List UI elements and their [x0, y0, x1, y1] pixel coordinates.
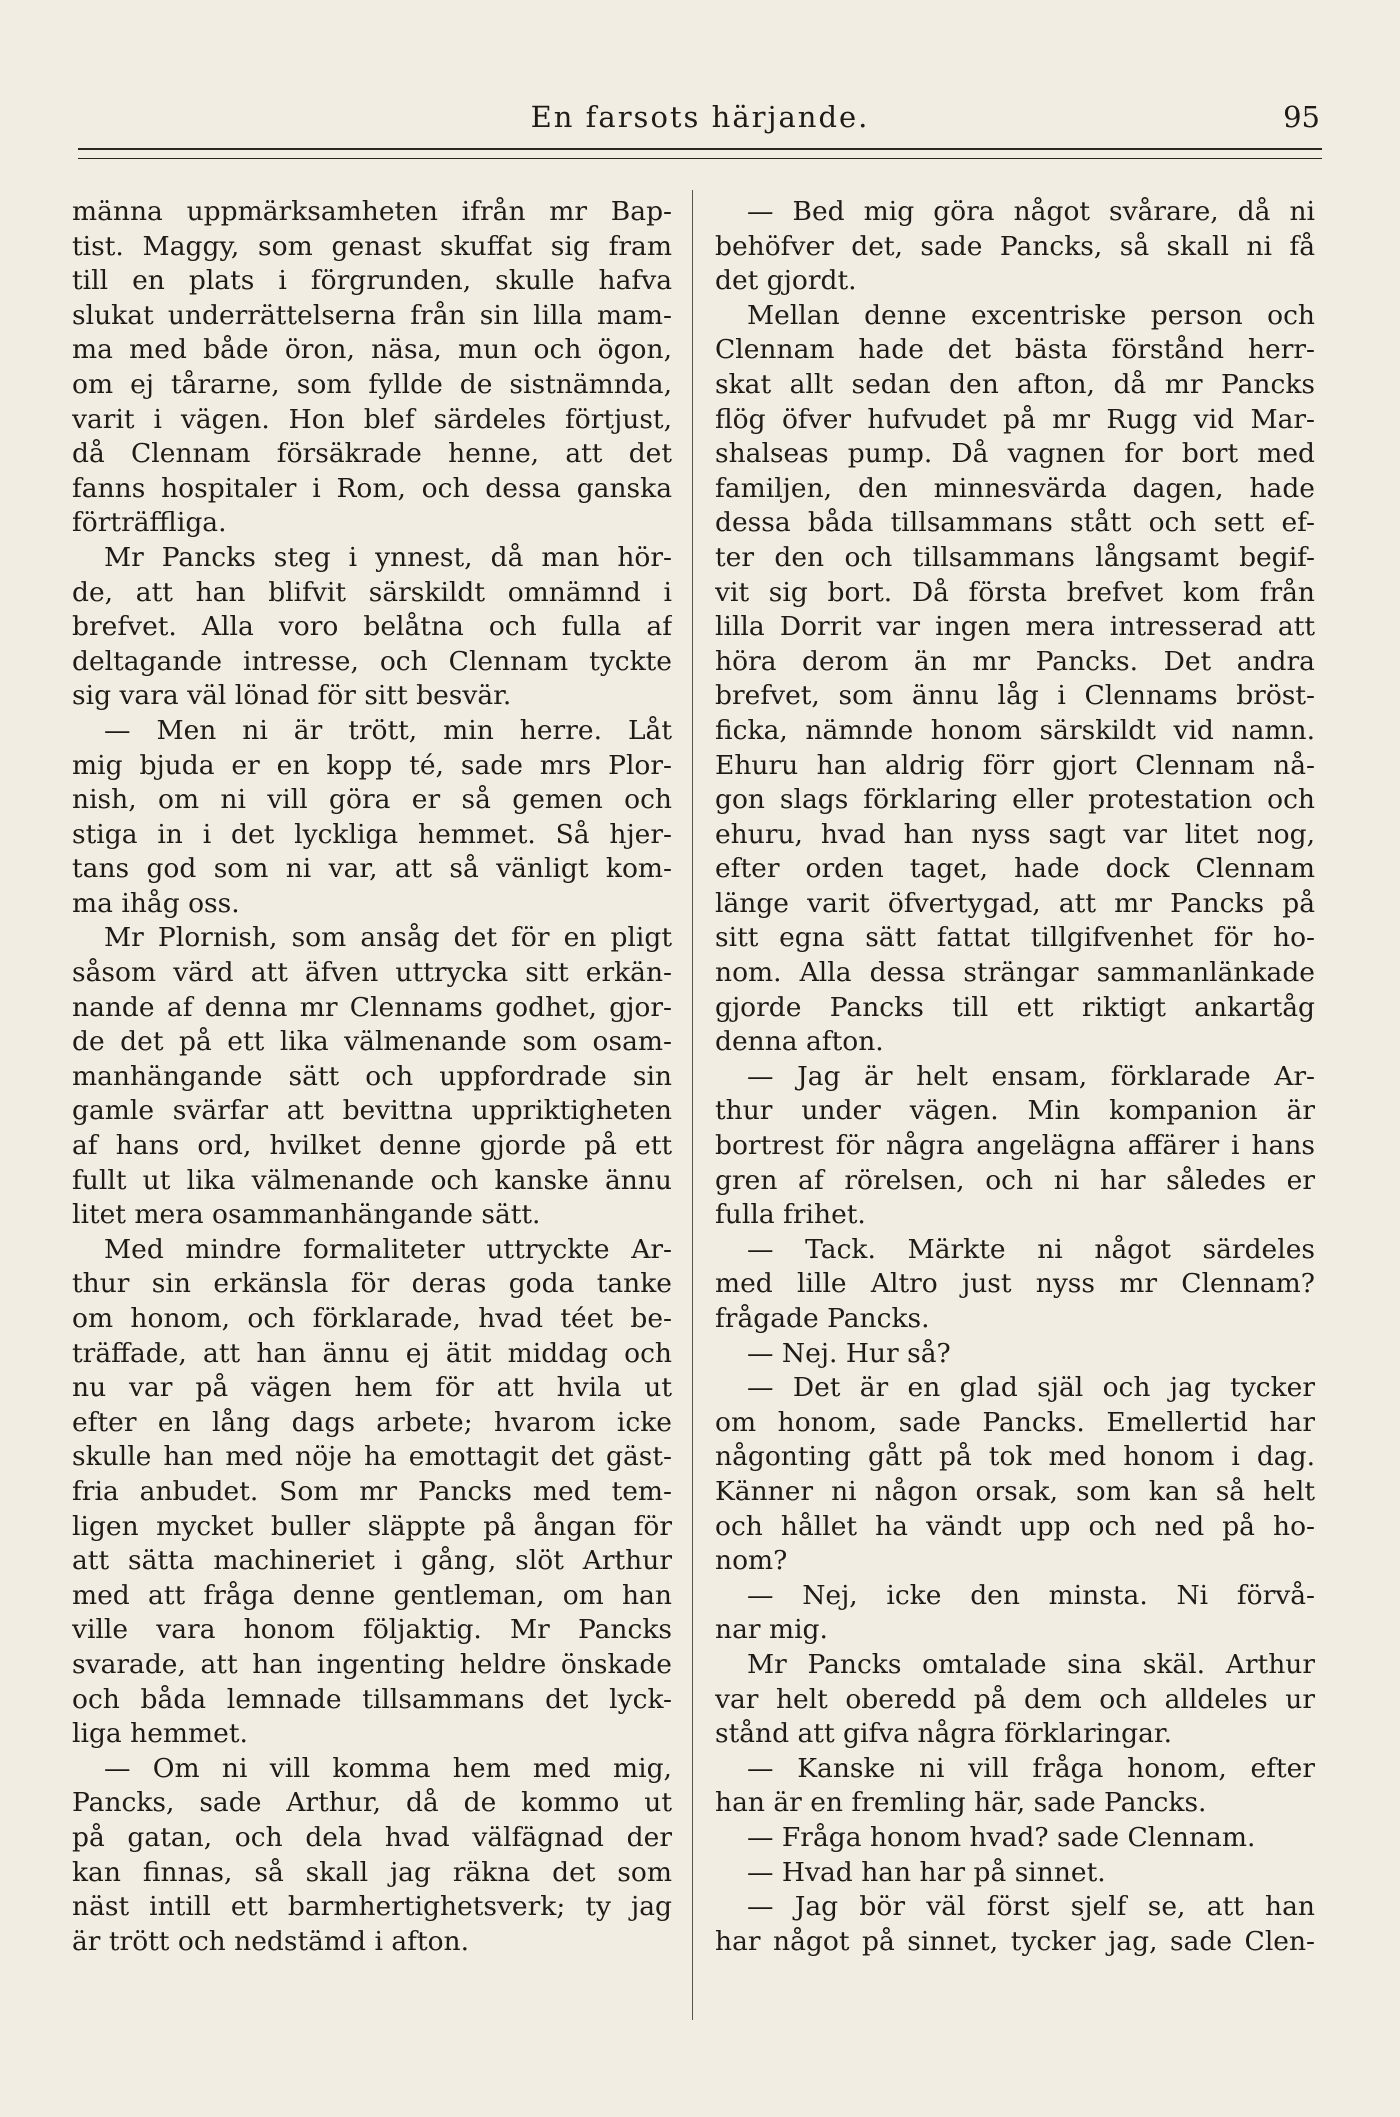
text-line: — Men ni är trött, min herre. Låt [104, 714, 672, 746]
text-line: om honom, sade Pancks. Emellertid har [715, 1406, 1315, 1438]
text-line: med lille Altro just nyss mr Clennam? [715, 1268, 1315, 1300]
text-line: ter den och tillsammans långsamt begif- [715, 541, 1315, 573]
text-line: — Fråga honom hvad? sade Clennam. [747, 1821, 1256, 1853]
text-line: af hans ord, hvilket denne gjorde på ett [72, 1130, 672, 1162]
text-line: fria anbudet. Som mr Pancks med tem- [72, 1475, 672, 1507]
text-line: fanns hospitaler i Rom, och dessa ganska [72, 472, 672, 504]
text-line: Mr Pancks steg i ynnest, då man hör- [104, 541, 672, 573]
text-line: förträffliga. [72, 507, 227, 539]
text-line: de, att han blifvit särskildt omnämnd i [72, 576, 672, 608]
text-line: flög öfver hufvudet på mr Rugg vid Mar- [715, 403, 1315, 435]
text-line: deltagande intresse, och Clennam tyckte [72, 645, 672, 677]
text-line: skat allt sedan den afton, då mr Pancks [715, 368, 1315, 400]
text-line: fullt ut lika välmenande och kanske ännu [72, 1164, 672, 1196]
text-line: — Kanske ni vill fråga honom, efter [747, 1752, 1315, 1784]
text-line: männa uppmärksamheten ifrån mr Bap- [72, 196, 672, 227]
text-line: sitt egna sätt fattat tillgifvenhet för ho- [715, 922, 1315, 954]
text-line: — Bed mig göra något svårare, då ni [747, 196, 1315, 227]
text-line: Clennam hade det bästa förstånd herr- [715, 334, 1315, 366]
text-line: thur under vägen. Min kompanion är [715, 1095, 1315, 1127]
left-column [72, 195, 692, 2037]
text-line: om honom, och förklarade, hvad téet be- [72, 1303, 672, 1334]
text-line: thur sin erkänsla för deras goda tanke [72, 1268, 672, 1300]
text-line: Ehuru han aldrig förr gjort Clennam nå- [715, 749, 1315, 781]
text-line: de det på ett lika välmenande som osam- [72, 1026, 672, 1058]
page-number: 95 [1283, 100, 1320, 134]
text-line: om ej tårarne, som fyllde de sistnämnda, [72, 368, 672, 400]
text-columns [72, 195, 1318, 2037]
text-line: Känner ni någon orsak, som kan så helt [715, 1475, 1315, 1507]
text-line: gjorde Pancks till ett riktigt ankartåg [715, 991, 1315, 1023]
text-line: shalseas pump. Då vagnen for bort med [715, 438, 1315, 470]
text-line: frågade Pancks. [715, 1303, 930, 1334]
text-line: kan finnas, så skall jag räkna det som [72, 1856, 672, 1888]
text-line: varit i vägen. Hon blef särdeles förtjust, [72, 403, 672, 435]
text-line: liga hemmet. [72, 1718, 248, 1750]
text-line: gon slags förklaring eller protestation och [715, 784, 1315, 816]
text-line: nande af denna mr Clennams godhet, gjor- [72, 991, 672, 1023]
text-line: till en plats i förgrunden, skulle hafva [72, 265, 672, 297]
text-line: ma med både öron, näsa, mun och ögon, [72, 334, 672, 366]
text-line: — Det är en glad själ och jag tycker [747, 1372, 1315, 1404]
text-line: familjen, den minnesvärda dagen, hade [715, 472, 1315, 504]
text-line: träffade, att han ännu ej ätit middag och [72, 1337, 672, 1369]
text-line: manhängande sätt och uppfordrade sin [72, 1060, 672, 1092]
text-line: stiga in i det lyckliga hemmet. Så hjer- [72, 818, 672, 850]
text-line: Med mindre formaliteter uttryckte Ar- [104, 1233, 672, 1265]
text-line: denna afton. [715, 1026, 884, 1058]
text-line: dessa båda tillsammans stått och sett ef- [715, 507, 1315, 539]
text-line: har något på sinnet, tycker jag, sade Clen- [715, 1925, 1315, 1957]
text-line: behöfver det, sade Pancks, så skall ni få [715, 230, 1315, 262]
running-title: En farsots härjande. [530, 100, 870, 134]
text-line: ma ihåg oss. [72, 887, 240, 919]
text-line: ficka, nämnde honom särskildt vid namn. [715, 714, 1315, 746]
text-line: skulle han med nöje ha emottagit det gäst- [72, 1441, 672, 1473]
text-line: efter orden taget, hade dock Clennam [715, 853, 1315, 885]
text-line: gamle svärfar att bevittna uppriktigheten [72, 1095, 672, 1127]
text-line: — Jag bör väl först sjelf se, att han [747, 1891, 1315, 1923]
text-line: — Om ni vill komma hem med mig, [104, 1752, 672, 1784]
text-line: — Nej, icke den minsta. Ni förvå- [747, 1579, 1315, 1611]
text-line: nom? [715, 1545, 788, 1577]
text-line: är trött och nedstämd i afton. [72, 1925, 470, 1957]
text-line: efter en lång dags arbete; hvarom icke [72, 1406, 672, 1438]
text-line: brefvet. Alla voro belåtna och fulla af [72, 611, 672, 643]
text-line: Pancks, sade Arthur, då de kommo ut [72, 1787, 672, 1819]
text-line: nish, om ni vill göra er så gemen och [72, 784, 672, 816]
text-line: länge varit öfvertygad, att mr Pancks på [715, 887, 1315, 919]
text-line: litet mera osammanhängande sätt. [72, 1199, 541, 1231]
text-line: tans god som ni var, att så vänligt kom- [72, 853, 672, 885]
text-line: — Nej. Hur så? [747, 1337, 951, 1369]
text-line: sig vara väl lönad för sitt besvär. [72, 680, 512, 712]
text-line: lilla Dorrit var ingen mera intresserad att [715, 611, 1315, 643]
text-line: Mr Pancks omtalade sina skäl. Arthur [747, 1648, 1315, 1680]
text-line: gren af rörelsen, och ni har således er [715, 1164, 1315, 1196]
text-line: var helt oberedd på dem och alldeles ur [715, 1683, 1315, 1715]
text-line: — Tack. Märkte ni något särdeles [747, 1233, 1315, 1265]
text-line: ligen mycket buller släppte på ångan för [72, 1510, 672, 1542]
text-line: fulla frihet. [715, 1199, 866, 1231]
text-line: nom. Alla dessa strängar sammanlänkade [715, 957, 1315, 989]
text-line: höra derom än mr Pancks. Det andra [715, 645, 1315, 677]
text-line: då Clennam försäkrade henne, att det [72, 438, 672, 470]
text-line: och hållet ha vändt upp och ned på ho- [715, 1510, 1315, 1542]
text-line: och båda lemnade tillsammans det lyck- [72, 1683, 672, 1715]
header-rule [78, 148, 1322, 159]
text-line: vit sig bort. Då första brefvet kom från [715, 576, 1315, 608]
text-line: svarade, att han ingenting heldre önskade [72, 1648, 672, 1680]
text-line: bortrest för några angelägna affärer i hans [715, 1130, 1315, 1162]
text-line: någonting gått på tok med honom i dag. [715, 1441, 1315, 1473]
text-line: Mellan denne excentriske person och [747, 299, 1315, 331]
text-line: med att fråga denne gentleman, om han [72, 1579, 672, 1611]
text-line: på gatan, och dela hvad välfägnad der [72, 1821, 672, 1853]
text-line: brefvet, som ännu låg i Clennams bröst- [715, 680, 1315, 712]
text-line: nar mig. [715, 1614, 828, 1646]
text-line: näst intill ett barmhertighetsverk; ty jag [72, 1891, 672, 1923]
text-line: han är en fremling här, sade Pancks. [715, 1787, 1207, 1819]
text-line: att sätta machineriet i gång, slöt Arthur [72, 1545, 672, 1577]
text-line: det gjordt. [715, 265, 857, 297]
text-line: ehuru, hvad han nyss sagt var litet nog, [715, 818, 1315, 850]
text-line: nu var på vägen hem för att hvila ut [72, 1372, 672, 1404]
text-line: tist. Maggy, som genast skuffat sig fram [72, 230, 672, 262]
page-header [80, 96, 1320, 146]
text-line: ville vara honom följaktig. Mr Pancks [72, 1614, 672, 1646]
text-line: mig bjuda er en kopp té, sade mrs Plor- [72, 749, 672, 781]
text-line: — Jag är helt ensam, förklarade Ar- [747, 1060, 1315, 1092]
text-line: slukat underrättelserna från sin lilla mam- [72, 299, 672, 331]
text-line: Mr Plornish, som ansåg det för en pligt [104, 922, 672, 954]
text-line: såsom värd att äfven uttrycka sitt erkän- [72, 957, 672, 989]
right-column [693, 195, 1315, 2037]
text-line: stånd att gifva några förklaringar. [715, 1718, 1173, 1750]
text-line: — Hvad han har på sinnet. [747, 1856, 1106, 1888]
